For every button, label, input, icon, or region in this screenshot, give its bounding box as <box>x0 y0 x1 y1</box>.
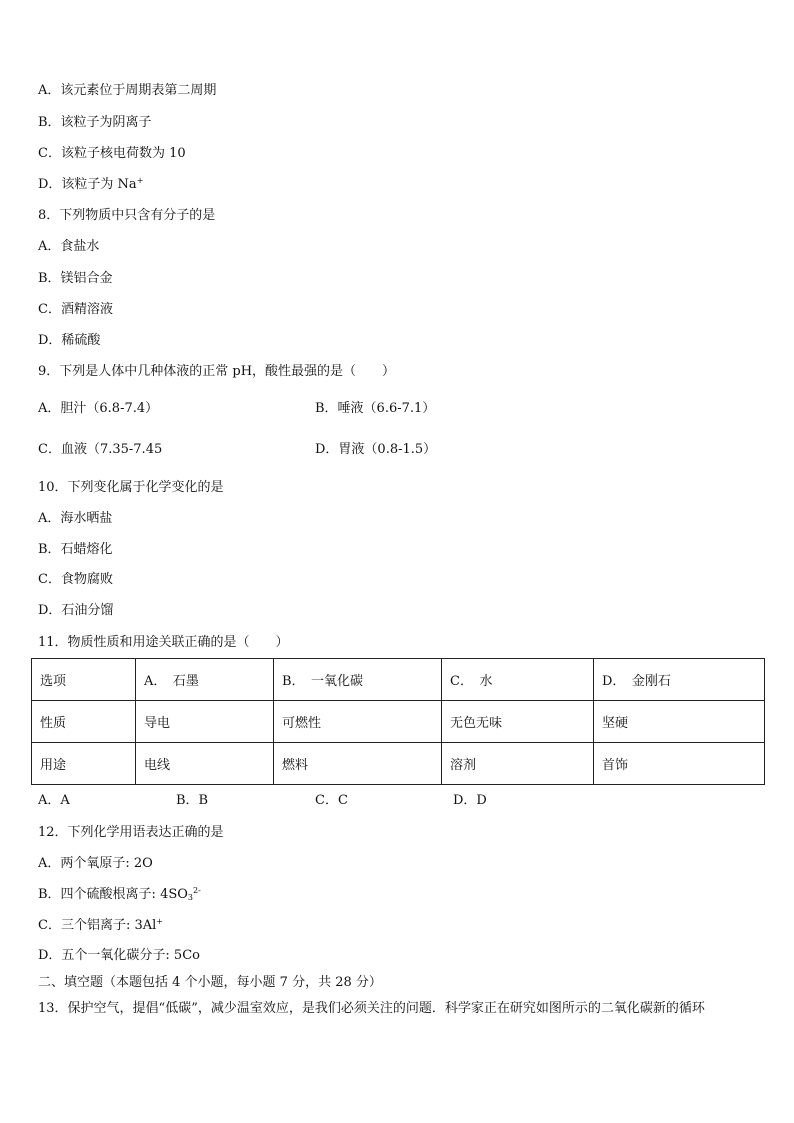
q10-stem: 10．下列变化属于化学变化的是 <box>38 480 224 495</box>
table-cell: 电线 <box>136 743 274 785</box>
q10-option-a: A．海水晒盐 <box>38 511 113 526</box>
q12-option-a: A．两个氧原子: 2O <box>38 856 153 871</box>
q10-option-d: D．石油分馏 <box>38 603 114 618</box>
q9-option-a: A．胆汁（6.8-7.4） <box>38 401 159 416</box>
table-cell: C． 水 <box>442 659 594 701</box>
superscript: + <box>156 917 163 926</box>
q12-option-d: D．五个一氧化碳分子: 5Co <box>38 948 200 963</box>
table-cell: 首饰 <box>594 743 765 785</box>
section-heading: 二、填空题（本题包括 4 个小题，每小题 7 分，共 28 分） <box>38 975 382 990</box>
q8-option-d: D．稀硫酸 <box>38 333 101 348</box>
q9-option-b: B．唾液（6.6-7.1） <box>315 401 436 416</box>
q9-stem: 9．下列是人体中几种体液的正常 pH，酸性最强的是（ ） <box>38 364 396 379</box>
table-cell: 燃料 <box>274 743 442 785</box>
q9-option-d: D．胃液（0.8-1.5） <box>315 442 437 457</box>
q8-option-c: C．酒精溶液 <box>38 302 113 317</box>
q12-option-b-text: B．四个硫酸根离子: 4SO <box>38 887 188 902</box>
q11-option-b: B．B <box>176 793 209 808</box>
table-row <box>32 701 765 743</box>
table-row <box>32 659 765 701</box>
table-cell: 无色无味 <box>442 701 594 743</box>
table-cell: 溶剂 <box>442 743 594 785</box>
q10-option-b: B．石蜡熔化 <box>38 542 113 557</box>
q12-stem: 12．下列化学用语表达正确的是 <box>38 825 224 840</box>
q8-stem: 8．下列物质中只含有分子的是 <box>38 208 216 223</box>
q13-stem: 13．保护空气，提倡“低碳”，减少温室效应，是我们必须关注的问题．科学家正在研究如图所示的二氧化碳新的循环 <box>38 1001 705 1016</box>
q11-option-d: D．D <box>453 793 487 808</box>
q10-option-c: C．食物腐败 <box>38 572 113 587</box>
q12-option-b <box>38 887 201 903</box>
superscript: 2- <box>193 886 201 895</box>
table-cell: 性质 <box>32 701 136 743</box>
table-cell: B． 一氧化碳 <box>274 659 442 701</box>
q8-option-a: A．食盐水 <box>38 239 100 254</box>
superscript: + <box>136 176 144 185</box>
q7-option-a: A．该元素位于周期表第二周期 <box>38 83 217 98</box>
table-cell: 用途 <box>32 743 136 785</box>
table-row <box>32 743 765 785</box>
q9-option-c: C．血液（7.35-7.45 <box>38 442 163 457</box>
table-cell: D． 金刚石 <box>594 659 765 701</box>
q8-option-b: B．镁铝合金 <box>38 271 113 286</box>
q12-option-c <box>38 918 163 934</box>
q11-option-c: C．C <box>315 793 348 808</box>
table-cell: 选项 <box>32 659 136 701</box>
table-cell: 导电 <box>136 701 274 743</box>
q11-stem: 11．物质性质和用途关联正确的是（ ） <box>38 635 289 650</box>
q11-table <box>31 658 765 785</box>
q7-option-d-text: D．该粒子为 Na <box>38 177 137 192</box>
table-cell: 坚硬 <box>594 701 765 743</box>
q12-option-c-text: C．三个铝离子: 3Al <box>38 918 157 933</box>
q7-option-c: C．该粒子核电荷数为 10 <box>38 146 186 161</box>
table-cell: 可燃性 <box>274 701 442 743</box>
q7-option-b: B．该粒子为阴离子 <box>38 115 152 130</box>
q7-option-d <box>38 177 143 193</box>
subscript: 3 <box>187 893 193 902</box>
q11-option-a: A．A <box>38 793 70 808</box>
table-cell: A． 石墨 <box>136 659 274 701</box>
